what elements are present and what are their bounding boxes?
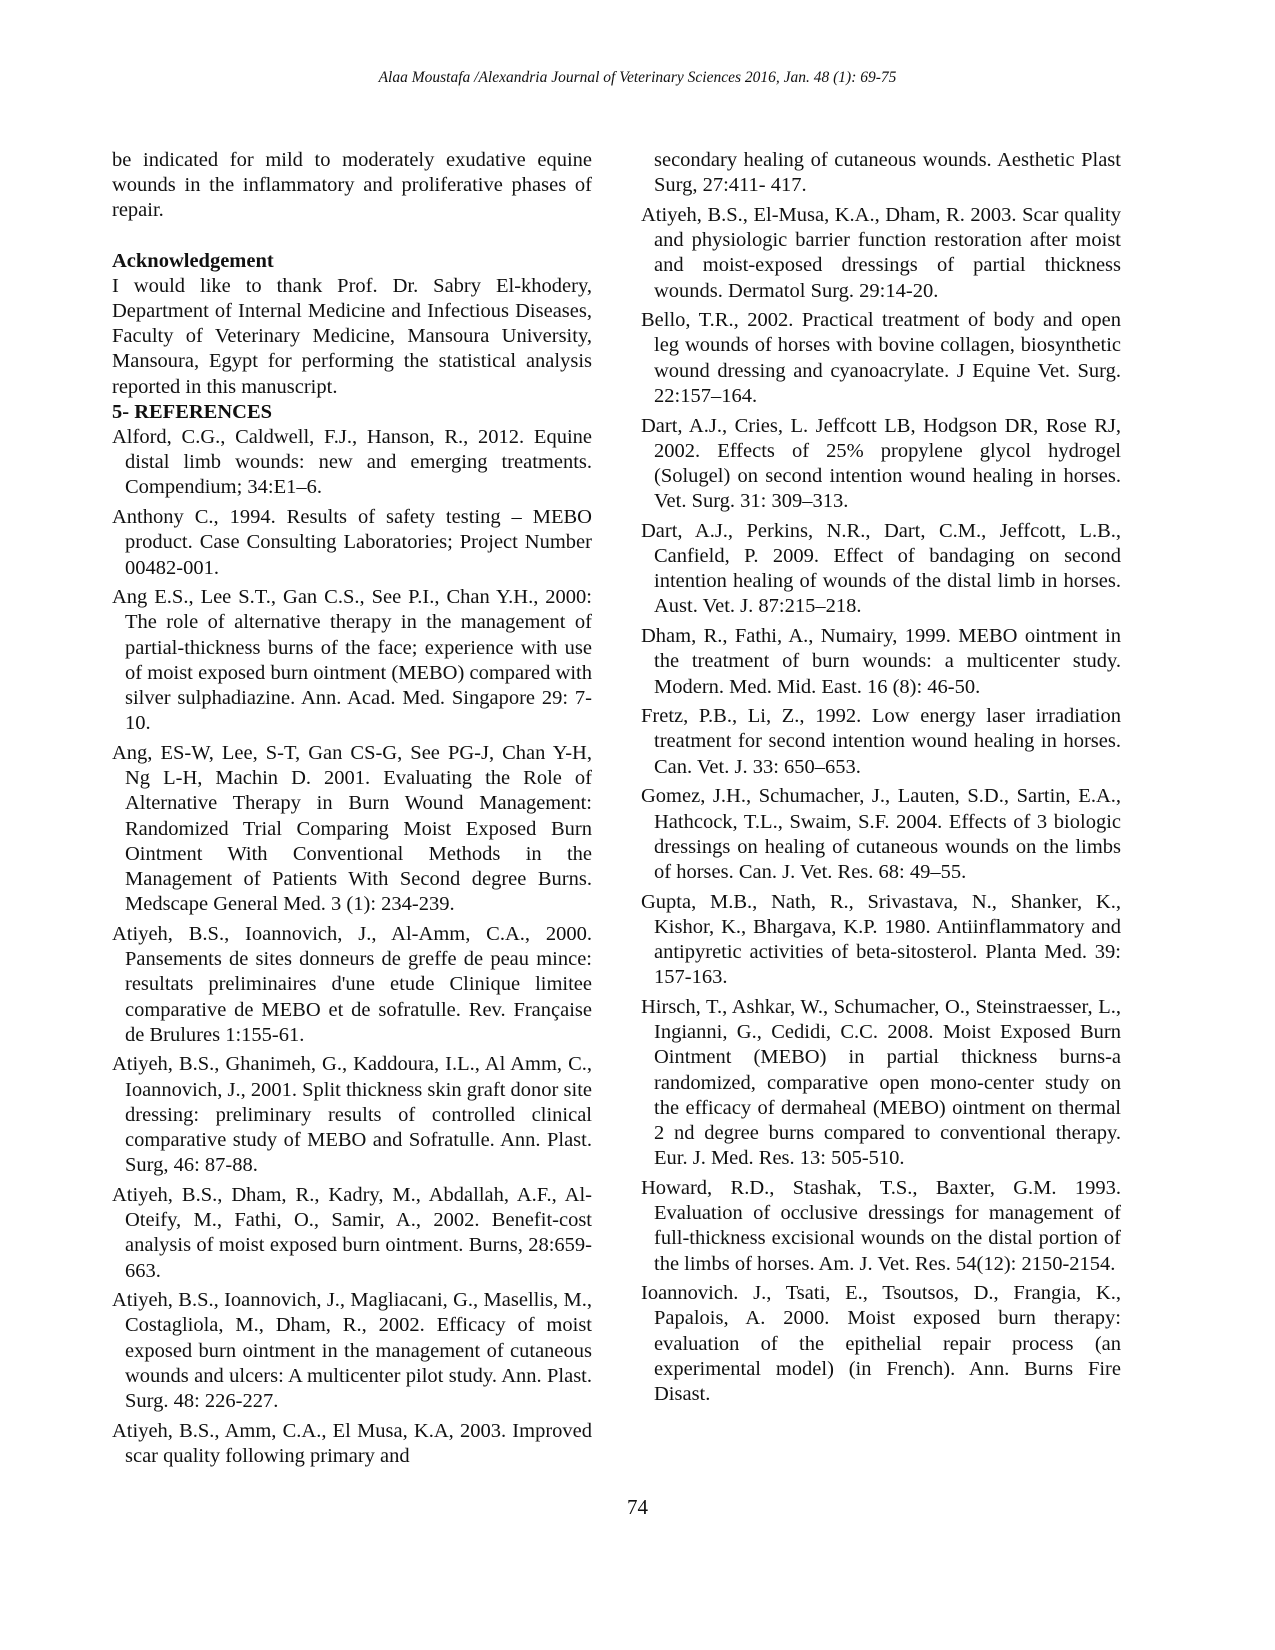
reference-item: Ang, ES-W, Lee, S-T, Gan CS-G, See PG-J, Chan Y-H, Ng L-H, Machin D. 2001. Evaluating the Role of Alternative Therapy in Burn Wound Management: Randomized Trial Comparing Moist Exposed Burn Ointment With Conventional Methods in the Management of Patients With Second degree Burns. Medscape General Med. 3 (1): 234-239. [112,741,592,916]
left-column [112,148,592,1474]
references-heading: 5- REFERENCES [112,400,273,423]
paragraph-spacer [112,224,592,249]
reference-item: Ang E.S., Lee S.T., Gan C.S., See P.I., Chan Y.H., 2000: The role of alternative therapy in the management of partial-thickness burns of the face; experience with use of moist exposed burn ointment (MEBO) compared with silver sulphadiazine. Ann. Acad. Med. Singapore 29: 7-10. [112,586,592,735]
acknowledgement-heading: Acknowledgement [112,249,274,272]
running-header: Alaa Moustafa /Alexandria Journal of Veterinary Sciences 2016, Jan. 48 (1): 69-75 [378,69,897,86]
reference-item: Atiyeh, B.S., El-Musa, K.A., Dham, R. 2003. Scar quality and physiologic barrier function restoration after moist and moist-exposed dressings of partial thickness wounds. Dermatol Surg. 29:14-20. [641,203,1121,302]
reference-item: Dart, A.J., Perkins, N.R., Dart, C.M., Jeffcott, L.B., Canfield, P. 2009. Effect of bandaging on second intention healing of wounds of the distal limb in horses. Aust. Vet. J. 87:215–218. [641,519,1121,618]
reference-item: Gupta, M.B., Nath, R., Srivastava, N., Shanker, K., Kishor, K., Bhargava, K.P. 1980. Antiinflammatory and antipyretic activities of beta-sitosterol. Planta Med. 39: 157-163. [641,890,1121,989]
reference-item: Atiyeh, B.S., Ioannovich, J., Al-Amm, C.A., 2000. Pansements de sites donneurs de greffe de peau mince: resultats preliminaires d'une etude Clinique limitee comparative de MEBO et de sofratulle. Rev. Française de Brulures 1:155-61. [112,922,592,1046]
intro-paragraph: be indicated for mild to moderately exudative equine wounds in the inflammatory and proliferative phases of repair. [112,149,592,222]
reference-item: Atiyeh, B.S., Ghanimeh, G., Kaddoura, I.L., Al Amm, C., Ioannovich, J., 2001. Split thickness skin graft donor site dressing: preliminary results of controlled clinical comparative study of MEBO and Sofratulle. Ann. Plast. Surg, 46: 87-88. [112,1053,592,1177]
right-column [641,148,1121,1412]
reference-item: Bello, T.R., 2002. Practical treatment of body and open leg wounds of horses with bovine collagen, biosynthetic wound dressing and cyanoacrylate. J Equine Vet. Surg. 22:157–164. [641,309,1121,407]
reference-item: Dham, R., Fathi, A., Numairy, 1999. MEBO ointment in the treatment of burn wounds: a multicenter study. Modern. Med. Mid. East. 16 (8): 46-50. [641,625,1121,698]
reference-item: Gomez, J.H., Schumacher, J., Lauten, S.D., Sartin, E.A., Hathcock, T.L., Swaim, S.F. 2004. Effects of 3 biologic dressings on healing of cutaneous wounds on the limbs of horses. Can. J. Vet. Res. 68: 49–55. [641,785,1121,883]
reference-item: Atiyeh, B.S., Ioannovich, J., Magliacani, G., Masellis, M., Costagliola, M., Dham, R., 2002. Efficacy of moist exposed burn ointment in the management of cutaneous wounds and ulcers: A multicenter pilot study. Ann. Plast. Surg. 48: 226-227. [112,1289,592,1413]
reference-item: Alford, C.G., Caldwell, F.J., Hanson, R., 2012. Equine distal limb wounds: new and emerging treatments. Compendium; 34:E1–6. [112,426,592,499]
page-number: 74 [627,1495,648,1519]
reference-item: Dart, A.J., Cries, L. Jeffcott LB, Hodgson DR, Rose RJ, 2002. Effects of 25% propylene glycol hydrogel (Solugel) on second intention wound healing in horses. Vet. Surg. 31: 309–313. [641,414,1121,513]
reference-item: Atiyeh, B.S., Amm, C.A., El Musa, K.A, 2003. Improved scar quality following primary and [112,1419,592,1467]
reference-continuation: secondary healing of cutaneous wounds. Aesthetic Plast Surg, 27:411- 417. [654,149,1121,197]
reference-item: Howard, R.D., Stashak, T.S., Baxter, G.M. 1993. Evaluation of occlusive dressings for management of full-thickness excisional wounds on the distal portion of the limbs of horses. Am. J. Vet. Res. 54(12): 2150-2154. [641,1176,1121,1275]
acknowledgement-text: I would like to thank Prof. Dr. Sabry El-khodery, Department of Internal Medicine and Infectious Diseases, Faculty of Veterinary Medicine, Mansoura University, Mansoura, Egypt for performing the statistical analysis reported in this manuscript. [112,274,592,398]
reference-item: Ioannovich. J., Tsati, E., Tsoutsos, D., Frangia, K., Papalois, A. 2000. Moist exposed burn therapy: evaluation of the epithelial repair process (an experimental model) (in French). Ann. Burns Fire Disast. [641,1282,1121,1406]
reference-item: Atiyeh, B.S., Dham, R., Kadry, M., Abdallah, A.F., Al-Oteify, M., Fathi, O., Samir, A., 2002. Benefit-cost analysis of moist exposed burn ointment. Burns, 28:659-663. [112,1183,592,1282]
reference-item: Hirsch, T., Ashkar, W., Schumacher, O., Steinstraesser, L., Ingianni, G., Cedidi, C.C. 2008. Moist Exposed Burn Ointment (MEBO) in partial thickness burns-a randomized, comparative open mono-center study on the efficacy of dermaheal (MEBO) ointment on thermal 2 nd degree burns compared to conventional therapy. Eur. J. Med. Res. 13: 505-510. [641,996,1121,1170]
reference-item: Fretz, P.B., Li, Z., 1992. Low energy laser irradiation treatment for second intention wound healing in horses. Can. Vet. J. 33: 650–653. [641,705,1121,778]
reference-item: Anthony C., 1994. Results of safety testing – MEBO product. Case Consulting Laboratories; Project Number 00482-001. [112,506,592,579]
